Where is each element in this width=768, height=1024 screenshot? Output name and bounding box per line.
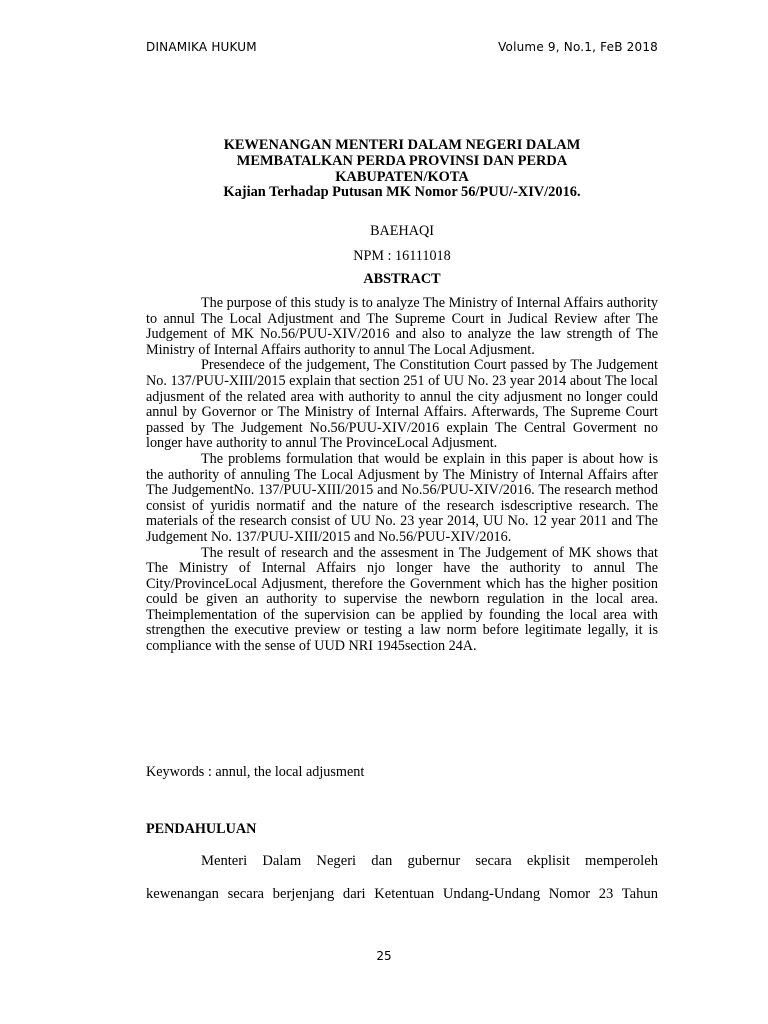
section-heading: PENDAHULUAN: [146, 821, 257, 837]
intro-text-line: Menteri Dalam Negeri dan gubernur secara ekplisit memperoleh: [201, 853, 658, 869]
author-name: BAEHAQI: [370, 223, 434, 239]
journal-name: DINAMIKA HUKUM: [146, 40, 257, 54]
abstract-heading: ABSTRACT: [363, 271, 441, 287]
abstract-body: [146, 296, 658, 655]
title-line: MEMBATALKAN PERDA PROVINSI DAN PERDA: [236, 152, 568, 169]
intro-text-line: kewenangan secara berjenjang dari Ketentuan Undang-Undang Nomor 23 Tahun: [146, 886, 658, 902]
abstract-paragraph: The purpose of this study is to analyze The Ministry of Internal Affairs authority to annul The Local Adjustment and The Supreme Court in Judical Review after The Judgement of MK No.56/PUU-XIV/2016 and also to analyze the law strength of The Ministry of Internal Affairs authority to annul The Local Adjusment.: [146, 295, 658, 358]
running-header: [146, 40, 658, 54]
abstract-paragraph: Presendece of the judgement, The Constitution Court passed by The Judgement No. 137/PUU-XIII/2015 explain that section 251 of UU No. 23 year 2014 about The local adjusment of the related area with authority to annul the city adjusment no longer could annul by Governor or The Ministry of Internal Affairs. Afterwards, The Supreme Court passed by The Judgement No.56/PUU-XIV/2016 explain The Central Goverment no longer have authority to annul The ProvinceLocal Adjusment.: [146, 357, 658, 452]
volume-info: Volume 9, No.1, FeB 2018: [498, 40, 658, 54]
student-number: NPM : 16111018: [353, 248, 451, 264]
page-number: 25: [376, 949, 392, 963]
abstract-paragraph: The result of research and the assesment in The Judgement of MK shows that The Ministry of Internal Affairs njo longer have the authority to annul The City/ProvinceLocal Adjusment, therefore the Government which has the higher position could be given an authority to supervise the newborn regulation in the local area. Theimplementation of the supervision can be applied by founding the local area with strengthen the executive preview or testing a law norm before legitimate legally, it is compliance with the sense of UUD NRI 1945section 24A.: [146, 544, 658, 655]
subtitle-line: Kajian Terhadap Putusan MK Nomor 56/PUU/-XIV/2016.: [223, 184, 581, 201]
keywords: Keywords : annul, the local adjusment: [146, 764, 365, 780]
paper-title: [146, 138, 658, 201]
title-line: KABUPATEN/KOTA: [335, 168, 469, 185]
abstract-paragraph: The problems formulation that would be explain in this paper is about how is the authority of annuling The Local Adjusment by The Ministry of Internal Affairs after The JudgementNo. 137/PUU-XIII/2015 and No.56/PUU-XIV/2016. The research method consist of yuridis normatif and the nature of the research isdescriptive research. The materials of the research consist of UU No. 23 year 2014, UU No. 12 year 2011 and The Judgement No. 137/PUU-XIII/2015 and No.56/PUU-XIV/2016.: [146, 450, 658, 545]
title-line: KEWENANGAN MENTERI DALAM NEGERI DALAM: [223, 137, 581, 153]
